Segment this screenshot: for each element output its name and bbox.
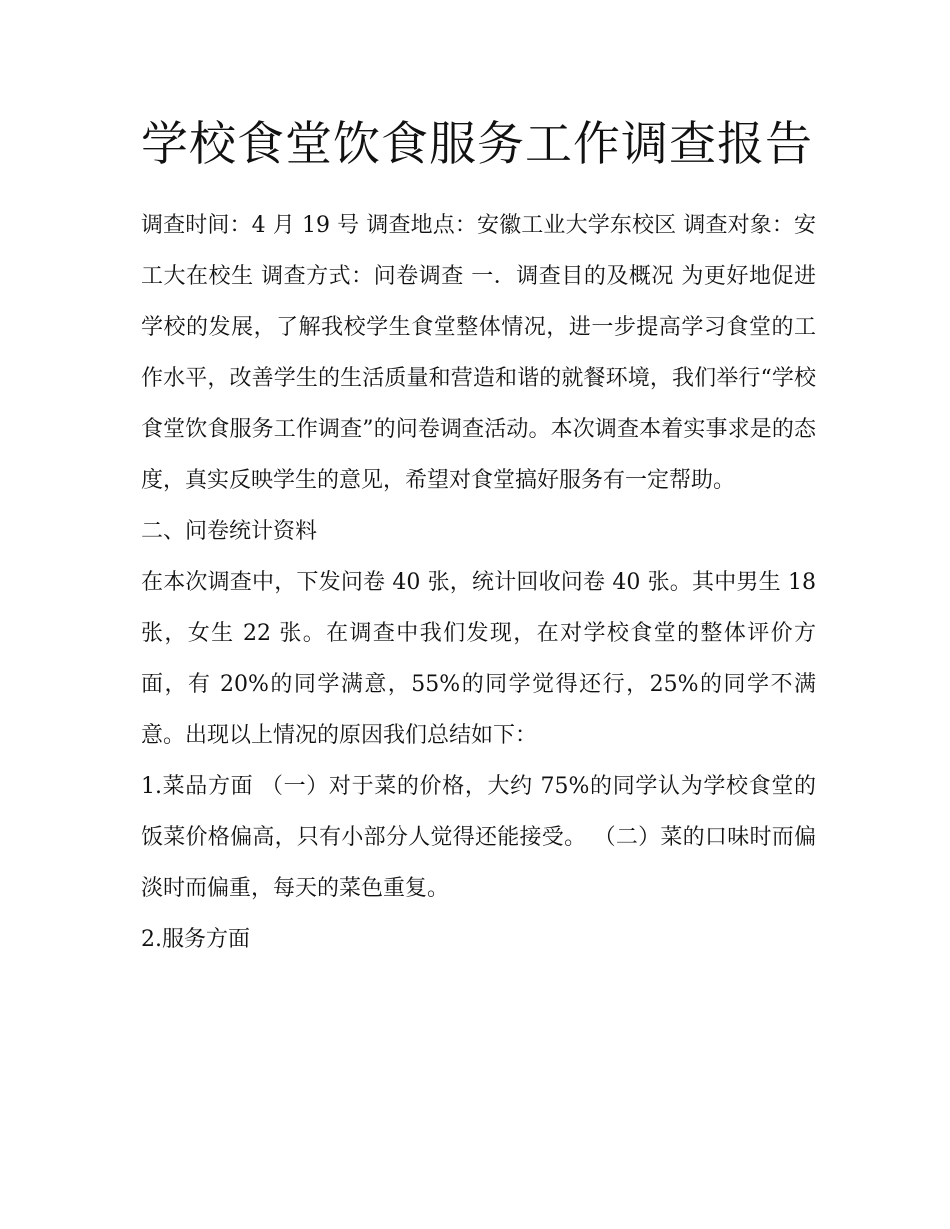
intro-paragraph: 调查时间：4 月 19 号 调查地点：安徽工业大学东校区 调查对象：安工大在校生 调查方式：问卷调查 一．调查目的及概况 为更好地促进学校的发展，了解我校学生食堂整体情况，进一步提高学习食堂的工作水平，改善学生的生活质量和营造和谐的就餐环境，我们举行“学校食堂饮食服务工作调查”的问卷调查活动。本次调查本着实事求是的态度，真实反映学生的意见，希望对食堂搞好服务有一定帮助。	[141, 213, 816, 493]
survey-stats-paragraph: 在本次调查中，下发问卷 40 张，统计回收问卷 40 张。其中男生 18 张，女生 22 张。在调查中我们发现，在对学校食堂的整体评价方面，有 20%的同学满意，55%的同学觉得还行，25%的同学不满意。出现以上情况的原因我们总结如下：	[141, 570, 816, 748]
section-heading-survey-data: 二、问卷统计资料	[141, 519, 318, 544]
dishes-paragraph: 1.菜品方面 （一）对于菜的价格，大约 75%的同学认为学校食堂的饭菜价格偏高，只有小部分人觉得还能接受。 （二）菜的口味时而偏淡时而偏重，每天的菜色重复。	[141, 774, 816, 901]
service-heading: 2.服务方面	[141, 927, 250, 952]
document-page	[141, 114, 816, 965]
document-title: 学校食堂饮食服务工作调查报告	[141, 117, 813, 172]
